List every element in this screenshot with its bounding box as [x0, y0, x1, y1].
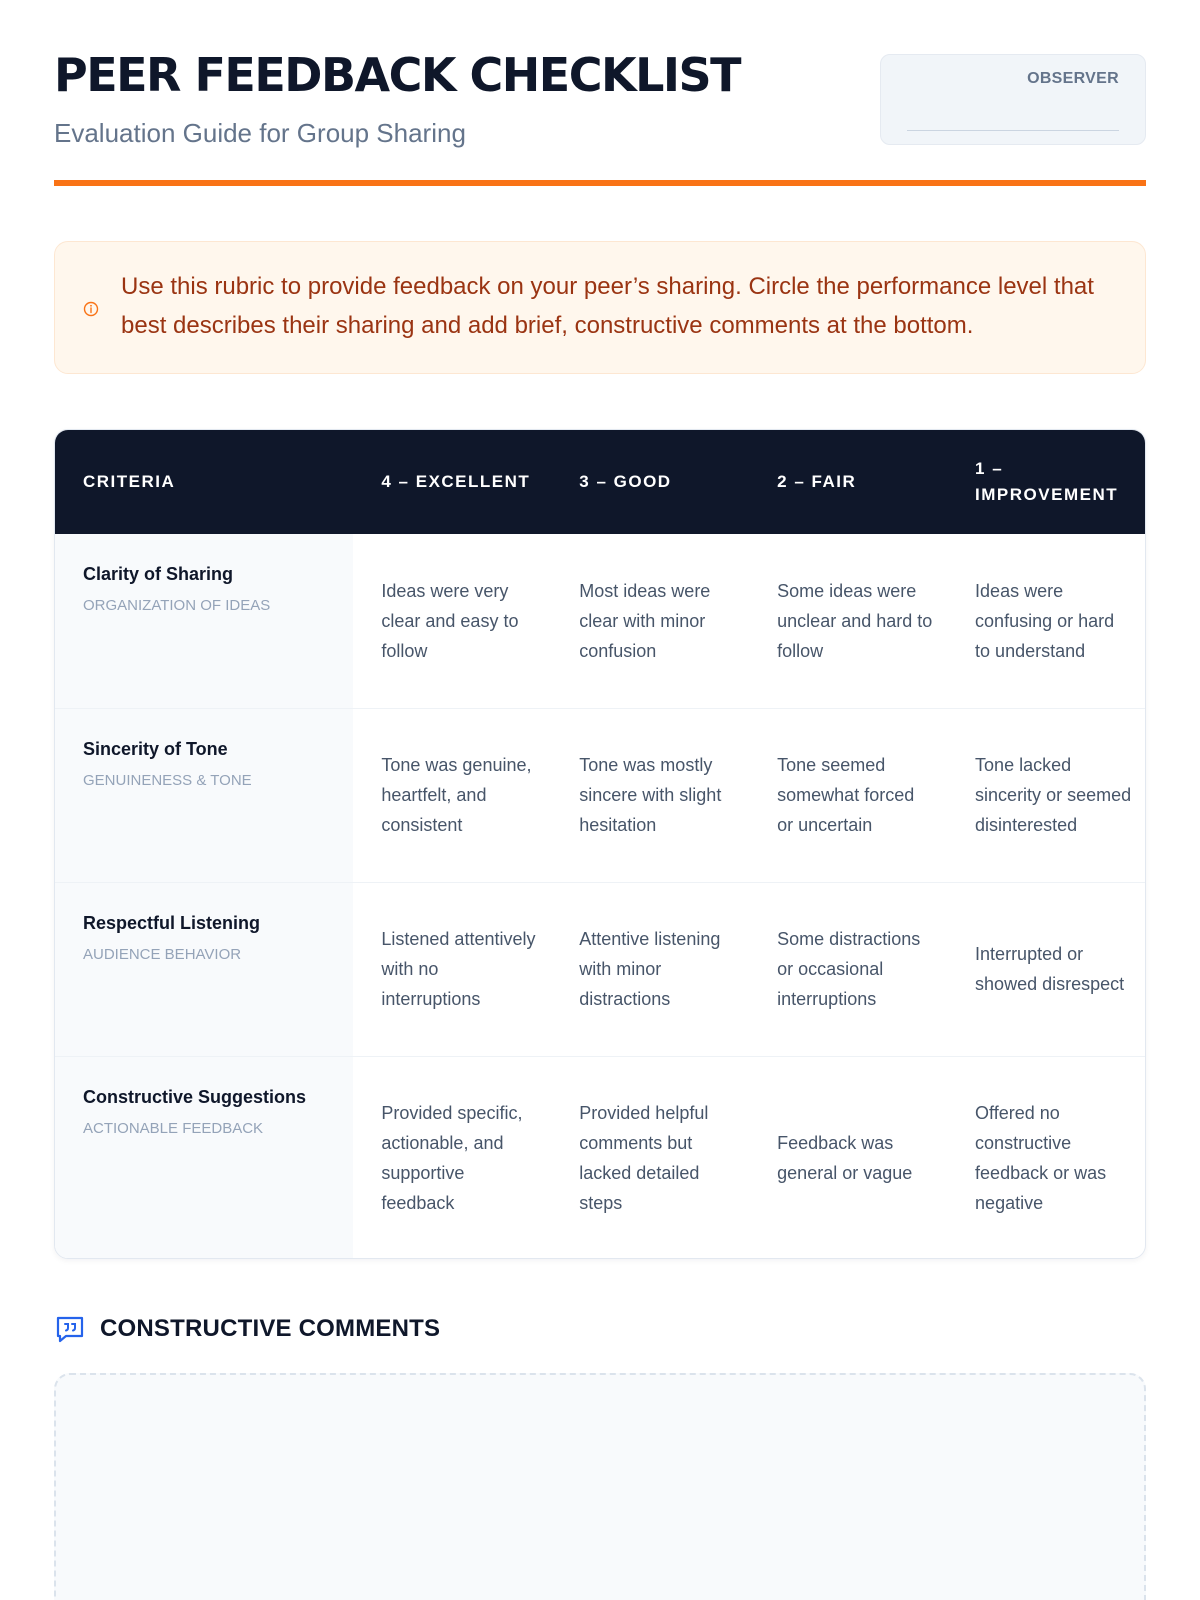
- column-header-criteria: CRITERIA: [55, 430, 353, 534]
- column-header-improvement: 1 – IMPROVEMENT: [947, 430, 1145, 534]
- table-row: [55, 534, 1145, 708]
- observer-input-line[interactable]: [907, 130, 1119, 131]
- criterion-name: Sincerity of Tone: [83, 738, 228, 759]
- criterion-name: Clarity of Sharing: [83, 564, 234, 584]
- criterion-cell: [55, 1056, 353, 1259]
- criterion-name: Constructive Suggestions: [83, 1086, 307, 1107]
- level-cell-excellent[interactable]: Tone was genuine, heartfelt, and consistent: [353, 708, 551, 882]
- criterion-category: ACTIONABLE FEEDBACK: [83, 1119, 264, 1137]
- level-cell-good[interactable]: Provided helpful comments but lacked detailed steps: [579, 1103, 709, 1214]
- criterion-name: Respectful Listening: [83, 912, 261, 933]
- table-row: [55, 708, 1145, 882]
- level-cell-fair[interactable]: Some ideas were unclear and hard to follow: [749, 534, 947, 708]
- speech-bubble-quote-icon: [54, 1313, 86, 1345]
- column-header-good: 3 – GOOD: [551, 430, 749, 534]
- level-cell-fair[interactable]: Some distractions or occasional interruptions: [749, 882, 947, 1056]
- document-header: [54, 0, 1146, 186]
- level-cell-fair[interactable]: Feedback was general or vague: [777, 1133, 913, 1184]
- level-cell-excellent[interactable]: Ideas were very clear and easy to follow: [353, 534, 551, 708]
- level-cell-improvement[interactable]: Tone lacked sincerity or seemed disinterested: [947, 708, 1145, 882]
- instructions-callout: [54, 241, 1146, 374]
- table-header-row: [55, 430, 1145, 534]
- level-cell-improvement[interactable]: Ideas were confusing or hard to understand: [947, 534, 1145, 708]
- table-row: [55, 1056, 1145, 1259]
- observer-label: OBSERVER: [1027, 70, 1119, 87]
- observer-field[interactable]: [880, 54, 1146, 145]
- level-cell-fair[interactable]: Tone seemed somewhat forced or uncertain: [749, 708, 947, 882]
- level-cell-good[interactable]: Attentive listening with minor distractions: [551, 882, 749, 1056]
- instructions-text: Use this rubric to provide feedback on your peer’s sharing. Circle the performance level that best describes their sharing and add brief, constructive comments at the bottom.: [121, 273, 1094, 339]
- page-subtitle: Evaluation Guide for Group Sharing: [54, 118, 466, 148]
- comments-textarea[interactable]: [54, 1373, 1146, 1600]
- criterion-category: GENUINENESS & TONE: [83, 771, 252, 789]
- criterion-cell: [55, 708, 353, 882]
- criterion-cell: [55, 882, 353, 1056]
- page-title: PEER FEEDBACK CHECKLIST: [54, 48, 741, 102]
- table-row: [55, 882, 1145, 1056]
- info-circle-icon: [83, 301, 99, 317]
- column-header-excellent: 4 – EXCELLENT: [353, 430, 551, 534]
- level-cell-improvement[interactable]: Interrupted or showed disrespect: [947, 882, 1145, 1056]
- level-cell-good[interactable]: Most ideas were clear with minor confusion: [551, 534, 749, 708]
- header-divider: [54, 180, 1146, 186]
- criterion-category: ORGANIZATION OF IDEAS: [83, 597, 271, 614]
- column-header-fair: 2 – FAIR: [749, 430, 947, 534]
- criterion-cell: [55, 534, 353, 708]
- comments-title: CONSTRUCTIVE COMMENTS: [100, 1315, 441, 1342]
- criterion-category: AUDIENCE BEHAVIOR: [83, 945, 242, 963]
- level-cell-improvement[interactable]: Offered no constructive feedback or was negative: [975, 1103, 1107, 1214]
- level-cell-excellent[interactable]: Listened attentively with no interruptions: [353, 882, 551, 1056]
- level-cell-excellent[interactable]: Provided specific, actionable, and supportive feedback: [381, 1103, 523, 1214]
- rubric-table: [54, 429, 1146, 1259]
- comments-section-header: [54, 1313, 440, 1345]
- level-cell-good[interactable]: Tone was mostly sincere with slight hesitation: [551, 708, 749, 882]
